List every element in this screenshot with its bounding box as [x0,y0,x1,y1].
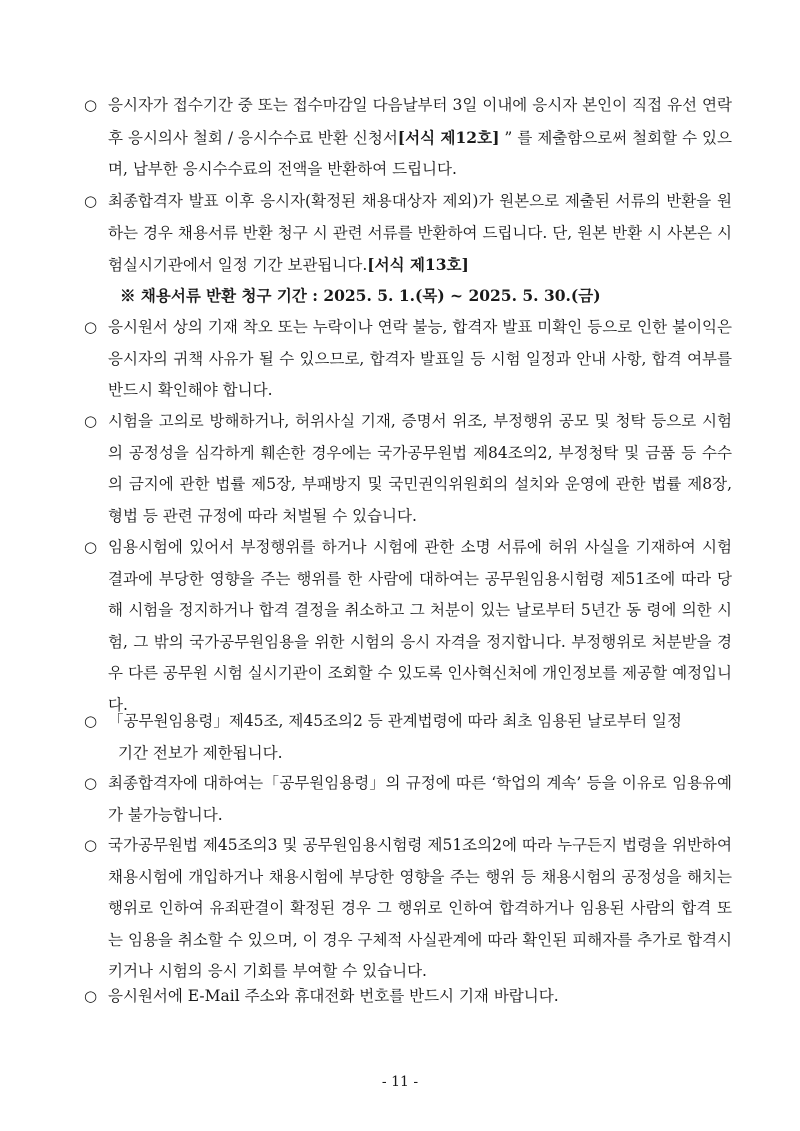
circle-bullet-icon: ○ [84,836,98,854]
list-item-fairness-violation [84,830,732,988]
item-text-tail: ” 를 제출함으로써 철회할 수 있으며, 납부한 응시수수료의 전액을 반환하여 드립니다. [108,128,733,178]
circle-bullet-icon: ○ [84,712,98,730]
list-item-withdrawal [84,90,732,186]
item-text: 시험을 고의로 방해하거나, 허위사실 기재, 증명서 위조, 부정행위 공모 및 청탁 등으로 시험의 공정성을 심각하게 훼손한 경우에는 국가공무원법 제84조의2, 부정청탁 및 금품 등 수수의 금지에 관한 법률 제5장, 부패방지 및 국민권익위원회의 설치와 운영에 관한 법률 제8장, 형법 등 관련 규정에 따라 처벌될 수 있습니다. [108,412,732,525]
list-item-transfer-restriction [84,706,732,769]
item-text: 국가공무원법 제45조의3 및 공무원임용시험령 제51조의2에 따라 누구든지 법령을 위반하여 채용시험에 개입하거나 채용시험에 부당한 영향을 주는 행위 등 채용시험의 공정성을 해치는 행위로 인하여 유죄판결이 확정된 경우 그 행위로 인하여 합격하거나 임용된 사람의 합격 또는 임용을 취소할 수 있으며, 이 경우 구체적 사실관계에 따라 확인된 피해자를 추가로 합격시키거나 시험의 응시 기회를 부여할 수 있습니다. [108,836,732,980]
form-reference: [서식 제12호] [397,127,500,147]
item-text: 최종합격자 발표 이후 응시자(확정된 채용대상자 제외)가 원본으로 제출된 서류의 반환을 원하는 경우 채용서류 반환 청구 시 관련 서류를 반환하여 드립니다. 단, 원본 반환 시 사본은 시험실시기관에서 일정 기간 보관됩니다. [108,192,732,274]
list-item-applicant-responsibility [84,312,732,407]
page-number: - 11 - [381,1074,419,1090]
item-text-line1: 「공무원임용령」제45조, 제45조의2 등 관계법령에 따라 최초 임용된 날로부터 일정 [108,712,682,730]
item-text: 최종합격자에 대하여는「공무원임용령」의 규정에 따른 ‘학업의 계속’ 등을 이유로 임용유예가 불가능합니다. [108,774,732,824]
item-text: 응시원서 상의 기재 착오 또는 누락이나 연락 불능, 합격자 발표 미확인 등으로 인한 불이익은 응시자의 귀책 사유가 될 수 있으므로, 합격자 발표일 등 시험 일정과 안내 사항, 합격 여부를 반드시 확인해야 합니다. [108,318,732,399]
circle-bullet-icon: ○ [84,318,98,336]
item-text: 임용시험에 있어서 부정행위를 하거나 시험에 관한 소명 서류에 허위 사실을 기재하여 시험 결과에 부당한 영향을 주는 행위를 한 사람에 대하여는 공무원임용시험령 제51조에 따라 당해 시험을 정지하거나 합격 결정을 취소하고 그 처분이 있는 날로부터 5년간 동 령에 의한 시험, 그 밖의 국가공무원임용을 위한 시험의 응시 자격을 정지합니다. 부정행위로 처분받을 경우 다른 공무원 시험 실시기관이 조회할 수 있도록 인사혁신처에 개인정보를 제공할 예정입니다. [108,538,732,714]
list-item-penalty-law [84,406,732,532]
list-item-no-deferral [84,768,732,831]
item-text-line2: 기간 전보가 제한됩니다. [118,743,283,762]
circle-bullet-icon: ○ [84,774,98,792]
list-item-contact-info [84,981,732,1013]
circle-bullet-icon: ○ [84,192,98,210]
circle-bullet-icon: ○ [84,538,98,556]
circle-bullet-icon: ○ [84,412,98,430]
item-text: 응시원서에 E-Mail 주소와 휴대전화 번호를 반드시 기재 바랍니다. [108,987,559,1005]
return-period-notice: ※ 채용서류 반환 청구 기간 : 2025. 5. 1.(목) ~ 2025. 5. 30.(금) [120,286,601,305]
list-item-misconduct [84,532,732,721]
form-reference: [서식 제13호] [367,255,469,274]
list-item-document-return [84,186,732,282]
circle-bullet-icon: ○ [84,96,98,114]
item-text: 응시자가 접수기간 중 또는 접수마감일 다음날부터 3일 이내에 응시자 본인이 직접 유선 연락 후 응시의사 철회 / 응시수수료 반환 신청서 [108,96,732,147]
circle-bullet-icon: ○ [84,987,98,1005]
